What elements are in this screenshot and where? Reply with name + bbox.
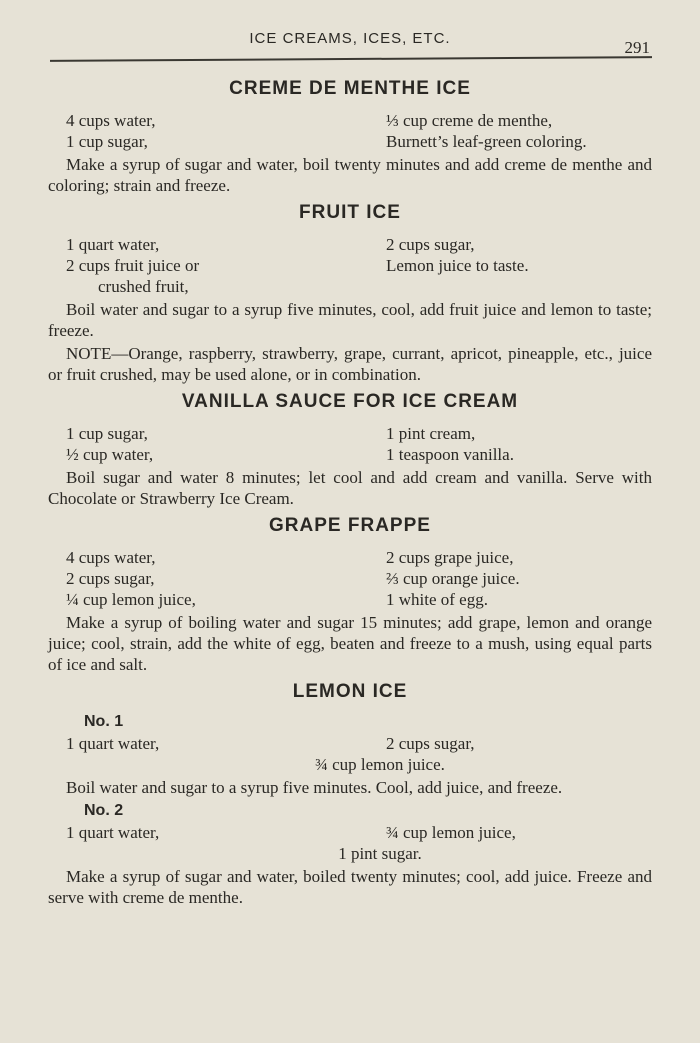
recipe-directions: Make a syrup of sugar and water, boil twenty minutes and add creme de menthe and coloring; strain and freeze. xyxy=(48,155,652,195)
ingredient: ⅔ cup orange juice. xyxy=(386,569,520,588)
ingredient: Burnett’s leaf-green coloring. xyxy=(386,132,587,151)
ingredient: 4 cups water, xyxy=(66,111,156,130)
page-body xyxy=(48,72,652,914)
ingredient: crushed fruit, xyxy=(98,277,189,296)
ingredient-row xyxy=(48,843,652,864)
recipe-title: FRUIT ICE xyxy=(299,202,401,223)
ingredient: 4 cups water, xyxy=(66,548,156,567)
recipe-directions: Make a syrup of boiling water and sugar 15 minutes; add grape, lemon and orange juice; cool, strain, add the white of egg, beaten and freeze to a mush, using equal parts of ice and salt. xyxy=(48,613,652,674)
ingredient: 1 cup sugar, xyxy=(66,424,148,443)
variant-label: No. 1 xyxy=(84,713,124,730)
recipe-vanilla-sauce xyxy=(48,391,652,509)
ingredient: 1 teaspoon vanilla. xyxy=(386,445,514,464)
ingredient-row xyxy=(48,589,652,610)
ingredient: 1 pint cream, xyxy=(386,424,476,443)
recipe-lemon-ice xyxy=(48,681,652,908)
ingredient-row xyxy=(48,423,652,444)
ingredient: 1 white of egg. xyxy=(386,590,488,609)
page-number: 291 xyxy=(624,38,650,57)
ingredient-row xyxy=(48,276,652,297)
ingredient-row xyxy=(48,822,652,843)
ingredient-row xyxy=(48,733,652,754)
ingredient: 2 cups sugar, xyxy=(386,734,475,753)
ingredient-row xyxy=(48,234,652,255)
ingredient: ⅓ cup creme de menthe, xyxy=(386,111,553,130)
variant-label: No. 2 xyxy=(84,802,124,819)
ingredient: 1 quart water, xyxy=(66,734,160,753)
ingredient-row xyxy=(48,255,652,276)
ingredient: 2 cups grape juice, xyxy=(386,548,514,567)
ingredient xyxy=(398,276,652,297)
ingredient: 1 quart water, xyxy=(66,823,160,842)
page-header xyxy=(50,24,650,57)
recipe-directions: Boil water and sugar to a syrup five minutes, cool, add fruit juice and lemon to taste; freeze. xyxy=(48,300,652,340)
running-title: ICE CREAMS, ICES, ETC. xyxy=(249,30,451,47)
ingredient-row xyxy=(48,131,652,152)
header-rule xyxy=(50,56,652,62)
ingredient-row xyxy=(48,754,652,775)
ingredient: ¾ cup lemon juice, xyxy=(386,823,516,842)
ingredient-row xyxy=(48,568,652,589)
ingredient: 1 quart water, xyxy=(66,235,160,254)
ingredient-row xyxy=(48,547,652,568)
ingredient: Lemon juice to taste. xyxy=(386,256,529,275)
ingredient: 1 pint sugar. xyxy=(338,844,422,863)
recipe-title: VANILLA SAUCE FOR ICE CREAM xyxy=(181,391,519,412)
recipe-directions: Boil sugar and water 8 minutes; let cool and add cream and vanilla. Serve with Chocolate or Strawberry Ice Cream. xyxy=(48,468,652,508)
recipe-title: LEMON ICE xyxy=(292,681,408,702)
ingredient: 2 cups fruit juice or xyxy=(66,256,200,275)
ingredient: 1 cup sugar, xyxy=(66,132,148,151)
recipe-grape-frappe xyxy=(48,515,652,675)
recipe-directions: Boil water and sugar to a syrup five minutes. Cool, add juice, and freeze. xyxy=(66,778,563,797)
ingredient: 2 cups sugar, xyxy=(66,569,155,588)
ingredient: ¾ cup lemon juice. xyxy=(315,755,445,774)
recipe-note: NOTE—Orange, raspberry, strawberry, grape, currant, apricot, pineapple, etc., juice or fruit crushed, may be used alone, or in combination. xyxy=(48,344,652,384)
recipe-directions: Make a syrup of sugar and water, boiled twenty minutes; cool, add juice. Freeze and serve with creme de menthe. xyxy=(48,867,652,907)
ingredient: ¼ cup lemon juice, xyxy=(66,590,196,609)
recipe-title: CREME DE MENTHE ICE xyxy=(229,78,471,99)
ingredient: 2 cups sugar, xyxy=(386,235,475,254)
ingredient-row xyxy=(48,444,652,465)
recipe-title: GRAPE FRAPPE xyxy=(269,515,431,536)
recipe-creme-de-menthe-ice xyxy=(48,78,652,196)
recipe-fruit-ice xyxy=(48,202,652,385)
ingredient: ½ cup water, xyxy=(66,445,154,464)
ingredient-row xyxy=(48,110,652,131)
